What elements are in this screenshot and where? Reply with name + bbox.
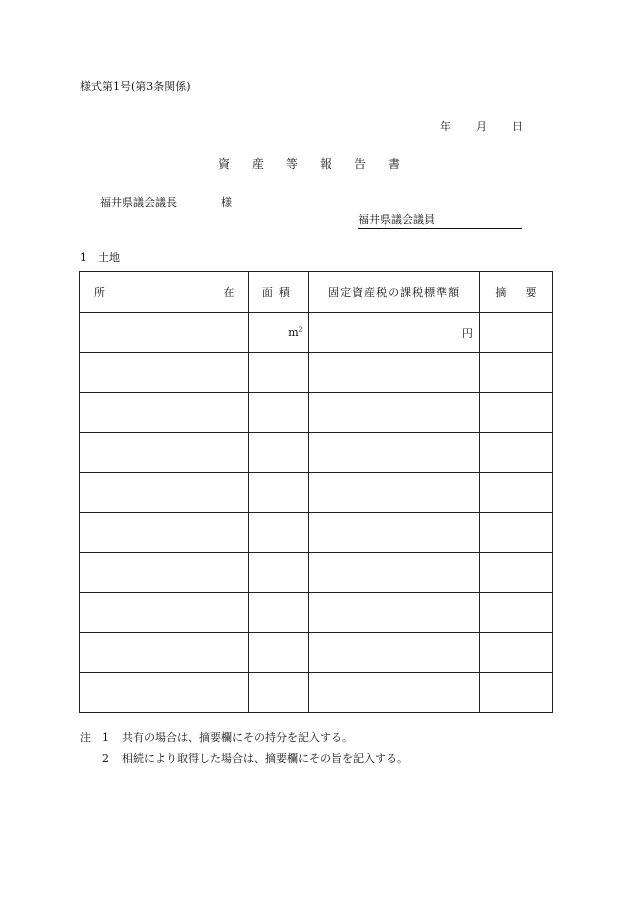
- title-char: 等: [286, 157, 299, 171]
- note-number: 2: [102, 752, 109, 765]
- area-cell[interactable]: [249, 513, 309, 553]
- valuation-cell[interactable]: [309, 433, 479, 473]
- form-number: 様式第1号(第3条関係): [80, 80, 191, 93]
- remarks-cell[interactable]: [479, 473, 552, 513]
- date-day-label: 日: [512, 120, 523, 133]
- location-cell[interactable]: [80, 353, 249, 393]
- location-cell[interactable]: [80, 473, 249, 513]
- table-row: [80, 433, 553, 473]
- valuation-cell[interactable]: [309, 553, 479, 593]
- date-year-label: 年: [440, 120, 451, 133]
- valuation-cell[interactable]: [309, 633, 479, 673]
- title-char: 資: [218, 157, 231, 171]
- addressee-honorific: 様: [221, 196, 232, 209]
- table-row: [80, 553, 553, 593]
- valuation-cell[interactable]: [309, 313, 479, 353]
- table-row: [80, 473, 553, 513]
- area-cell[interactable]: [249, 353, 309, 393]
- addressee-name: 福井県議会議長: [100, 196, 177, 209]
- document-title: [218, 155, 422, 172]
- location-cell[interactable]: [80, 633, 249, 673]
- area-cell[interactable]: [249, 433, 309, 473]
- note-number: 1: [102, 731, 109, 744]
- note-item: [80, 727, 408, 748]
- table-row: [80, 353, 553, 393]
- header-remarks-b: 要: [525, 286, 537, 299]
- submitter-name: 福井県議会議員: [358, 211, 522, 229]
- valuation-cell[interactable]: [309, 353, 479, 393]
- header-remarks: [479, 272, 552, 313]
- location-cell[interactable]: [80, 433, 249, 473]
- remarks-cell[interactable]: [479, 673, 552, 713]
- area-cell[interactable]: [249, 593, 309, 633]
- note-text: 相続により取得した場合は、摘要欄にその旨を記入する。: [122, 752, 408, 765]
- remarks-cell[interactable]: [479, 393, 552, 433]
- valuation-cell[interactable]: [309, 513, 479, 553]
- location-cell[interactable]: [80, 513, 249, 553]
- table-row: [80, 393, 553, 433]
- addressee: [100, 194, 232, 210]
- note-item: [80, 748, 408, 769]
- header-remarks-a: 摘: [495, 286, 507, 299]
- table-row: [80, 593, 553, 633]
- area-cell[interactable]: [249, 313, 309, 353]
- header-location-b: 在: [223, 286, 235, 299]
- title-char: 書: [388, 157, 401, 171]
- area-cell[interactable]: [249, 633, 309, 673]
- valuation-cell[interactable]: [309, 593, 479, 633]
- note-text: 共有の場合は、摘要欄にその持分を記入する。: [122, 731, 353, 744]
- header-valuation: 固定資産税の課税標準額: [309, 272, 479, 313]
- valuation-cell[interactable]: [309, 393, 479, 433]
- title-char: 報: [320, 157, 333, 171]
- date-month-label: 月: [476, 120, 487, 133]
- remarks-cell[interactable]: [479, 433, 552, 473]
- land-table: [79, 271, 553, 713]
- area-cell[interactable]: [249, 553, 309, 593]
- header-location: [80, 272, 249, 313]
- remarks-cell[interactable]: [479, 553, 552, 593]
- area-unit: $m^2$: [288, 326, 303, 339]
- area-cell[interactable]: [249, 473, 309, 513]
- header-area: 面積: [249, 272, 309, 313]
- location-cell[interactable]: [80, 553, 249, 593]
- title-char: 産: [252, 157, 265, 171]
- remarks-cell[interactable]: [479, 513, 552, 553]
- remarks-cell[interactable]: [479, 353, 552, 393]
- table-row: [80, 633, 553, 673]
- location-cell[interactable]: [80, 673, 249, 713]
- table-header-row: [80, 272, 553, 313]
- area-cell[interactable]: [249, 673, 309, 713]
- header-location-a: 所: [94, 286, 105, 299]
- location-cell[interactable]: [80, 313, 249, 353]
- table-row: [80, 313, 553, 353]
- area-cell[interactable]: [249, 393, 309, 433]
- title-char: 告: [354, 157, 367, 171]
- remarks-cell[interactable]: [479, 313, 552, 353]
- date-line: [440, 118, 523, 134]
- location-cell[interactable]: [80, 393, 249, 433]
- notes: [80, 727, 408, 769]
- value-unit: 円: [461, 326, 473, 340]
- table-row: [80, 513, 553, 553]
- remarks-cell[interactable]: [479, 593, 552, 633]
- remarks-cell[interactable]: [479, 633, 552, 673]
- table-row: [80, 673, 553, 713]
- section-heading: 1 土地: [80, 251, 120, 264]
- notes-label: 注: [80, 731, 91, 744]
- valuation-cell[interactable]: [309, 673, 479, 713]
- valuation-cell[interactable]: [309, 473, 479, 513]
- location-cell[interactable]: [80, 593, 249, 633]
